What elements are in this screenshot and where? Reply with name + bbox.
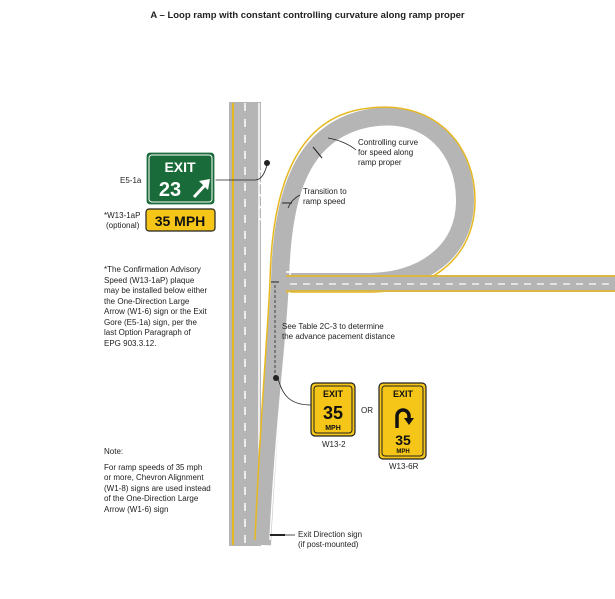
- controlling-curve-annotation: [358, 138, 418, 168]
- w13-1ap-text: 35 MPH: [154, 213, 206, 229]
- note-line: Speed (W13-1aP) plaque: [104, 275, 195, 285]
- exit-direction-line: Exit Direction sign: [298, 530, 363, 539]
- e5-1a-sign: [146, 152, 215, 205]
- w13-1ap-optional-label: (optional): [106, 221, 140, 230]
- note-line: For ramp speeds of 35 mph: [104, 462, 203, 472]
- note-line: EPG 903.3.12.: [104, 338, 157, 348]
- w13-2-line1: EXIT: [322, 389, 344, 399]
- w13-2-sign: [311, 383, 355, 436]
- w13-1ap-plaque: [146, 209, 215, 231]
- exit-direction-line: (if post-mounted): [298, 540, 359, 549]
- w13-2-leader: [278, 378, 311, 405]
- w13-2-post-marker: [273, 375, 279, 381]
- note-line: *The Confirmation Advisory: [104, 265, 201, 274]
- w13-2-line2: 35: [322, 403, 344, 423]
- w13-6r-sign: [379, 383, 426, 459]
- note-line: (W1-8) signs are used instead: [104, 483, 211, 493]
- note-line: Arrow (W1-6) sign or the Exit: [104, 307, 207, 316]
- exit-direction-annotation: [298, 530, 362, 550]
- transition-line: ramp speed: [303, 197, 346, 206]
- transition-annotation: [303, 187, 347, 207]
- controlling-curve-line: for speed along: [358, 148, 414, 157]
- w13-2-line3: MPH: [325, 425, 341, 432]
- e5-1a-label: E5-1a: [120, 176, 142, 185]
- w13-2-label: W13-2: [322, 440, 346, 449]
- e5-1a-line1: EXIT: [164, 159, 196, 175]
- table-ref-line: See Table 2C-3 to determine: [282, 322, 384, 331]
- ramp-speed-note: [104, 447, 229, 515]
- w13-1ap-label: *W13-1aP: [104, 211, 141, 220]
- table-ref-annotation: [282, 322, 395, 342]
- note-line: of the One-Direction Large: [104, 494, 199, 503]
- note-line: Arrow (W1-6) sign: [104, 504, 169, 514]
- table-ref-line: the advance pacement distance: [282, 332, 395, 341]
- w13-6r-line3: MPH: [396, 449, 410, 455]
- transition-line: Transition to: [303, 187, 347, 196]
- note-line: or more, Chevron Alignment: [104, 473, 204, 482]
- w13-6r-label: W13-6R: [389, 462, 419, 471]
- e5-1a-line2: 23: [158, 179, 182, 201]
- diagram-title: A – Loop ramp with constant controlling curvature along ramp proper: [150, 10, 465, 21]
- or-label: OR: [361, 406, 373, 415]
- note-line: Gore (E5-1a) sign, per the: [104, 317, 197, 327]
- note-line: the One-Direction Large: [104, 296, 190, 306]
- note-line: last Option Paragraph of: [104, 328, 191, 337]
- controlling-curve-line: Controlling curve: [358, 138, 419, 147]
- note-heading: Note:: [104, 447, 124, 456]
- controlling-curve-line: ramp proper: [358, 158, 402, 167]
- note-line: may be installed below either: [104, 286, 208, 295]
- e5-1a-post-marker: [264, 160, 270, 166]
- w13-6r-line2: 35: [395, 432, 411, 448]
- confirmation-note: [104, 265, 229, 349]
- w13-6r-line1: EXIT: [392, 389, 414, 399]
